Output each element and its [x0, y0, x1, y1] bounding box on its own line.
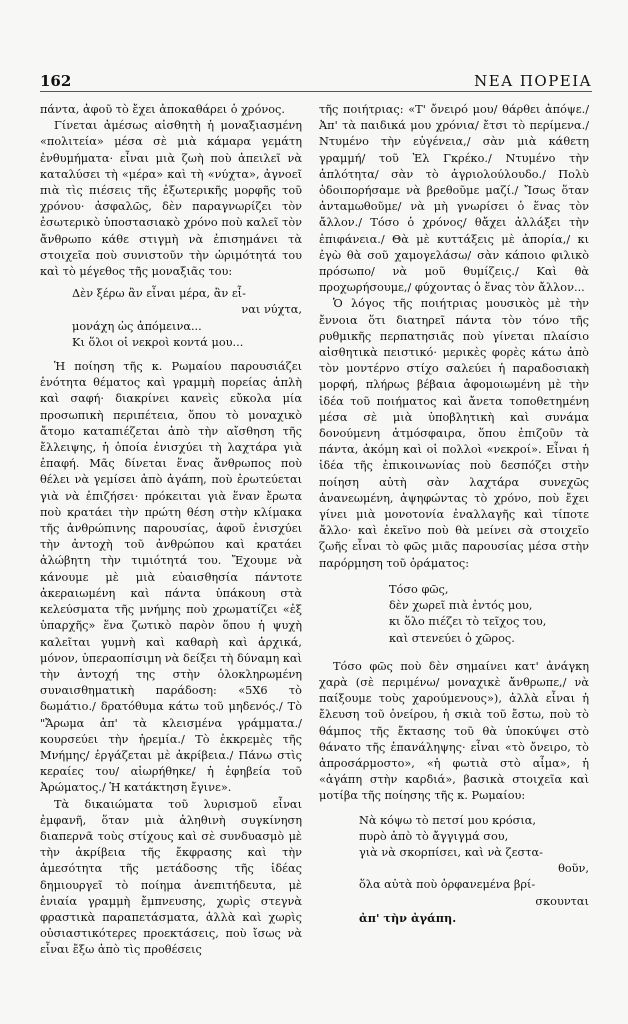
poem-quote	[72, 286, 302, 351]
paragraph: τῆς ποιήτριας: «Τ' ὄνειρό μου/ θάρθει ἀπόψε./ Ἀπ' τὰ παιδικά μου χρόνια/ ἔτσι τὸ περίμενα./ Ντυμένο τὴν εὐγένεια,/ σὰν μιὰ κάθετη γραμμή/ τοῦ Ἐλ Γκρέκο./ Ντυμένο τὴν ἁπλότητα/ σὰν τὸ ἀγριολούλουδο./ Πολὺ ὁδοιπορήσαμε νὰ βρεθοῦμε μαζί./ Ἴσως ὅταν ἀνταμωθοῦμε/ νὰ μὴ γνωρίσει ὁ ἕνας τὸν ἄλλον./ Τόσο ὁ χρόνος/ θἄχει ἀλλάξει τὴν ἐπιφάνεια./ Θὰ μὲ κυττάξεις μὲ ἀπορία,/ κι ἐγὼ θὰ σοῦ χαμογελάσω/ σὰν κάποιο φιλικὸ πρόσωπο/ νὰ μοῦ θυμίζεις./ Καὶ θὰ προχωρήσουμε,/ φύχοντας ὁ ἕνας τὸν ἄλλον...	[319, 103, 589, 295]
header-rule	[40, 91, 592, 92]
poem-quote	[389, 582, 589, 647]
poem-line: Δὲν ξέρω ἂν εἶναι μέρα, ἂν εἶ-	[72, 287, 246, 301]
poem-line: σκουνται	[535, 894, 589, 908]
paragraph: Τόσο φῶς ποὺ δὲν σημαίνει κατ' ἀνάγκη χαρὰ (σὲ περιμένω/ μοναχικὲ ἄνθρωπε,/ νὰ παίξουμε τοὺς χαρούμενους»), ἀλλὰ εἶναι ἡ ἔλευση τοῦ ὀνείρου, ἡ σκιὰ τοῦ ἔστω, ποὺ τὸ θάμπος τῆς ἔκτασης τοῦ θὰ ὑποκύψει στὸ θάνατο τῆς ἐπανάληψης· εἶναι «τὸ ὄνειρο, τὸ ἀπροσάρμοστο», «ἡ φωτιὰ στὸ αἷμα», ἡ «ἀγάπη στὴν καρδιά», βασικὰ στοιχεῖα καὶ μοτίβα τῆς ποίησης τῆς κ. Ρωμαίου:	[319, 659, 589, 803]
poem-line: θοῦν,	[558, 862, 589, 876]
page-number: 162	[40, 72, 72, 90]
poem-line: γιὰ νὰ σκορπίσει, καὶ νὰ ζεστα-	[359, 845, 543, 859]
poem-line: Νὰ κόψω τὸ πετσί μου κρόσια,	[359, 813, 536, 827]
poem-line: ὅλα αὐτὰ ποὺ ὀρφανεμένα βρί-	[359, 878, 536, 892]
poem-line: Κι ὅλοι οἱ νεκροὶ κοντά μου...	[72, 335, 244, 349]
poem-line: ἀπ' τὴν ἀγάπη.	[359, 910, 457, 925]
journal-title: ΝΕΑ ΠΟΡΕΙΑ	[474, 72, 592, 90]
paragraph: Τὰ δικαιώματα τοῦ λυρισμοῦ εἶναι ἐμφανῆ, ὅταν μιὰ ἀληθινὴ συγκίνηση διαπερνᾶ τοὺς στίχους καὶ σὲ συνδυασμὸ μὲ τὴν ἀκρίβεια τῆς ἔκφρασης καὶ τὴν ἀμεσότητα τῆς μετάδοσης τῆς ἰδέας δημιουργεῖ τὸ ποίημα ἀνεπιτήδευτα, μὲ ἑνιαία γραμμὴ ἔμπνευσης, χωρὶς στεγνὰ φραστικὰ παραπετάσματα, ἀλλὰ καὶ χωρὶς οὐσιαστικότερες προεκτάσεις, ποὺ ἴσως νὰ εἶναι ἔξω ἀπὸ τὶς προθέσεις	[40, 797, 302, 957]
poem-line: καὶ στενεύει ὁ χῶρος.	[389, 631, 515, 645]
poem-line: πυρὸ ἀπὸ τὸ ἄγγιγμά σου,	[359, 829, 509, 843]
poem-line: Τόσο φῶς,	[389, 582, 449, 596]
poem-line: κι ὅλο πιέζει τὸ τεῖχος του,	[389, 615, 547, 629]
page-header	[40, 72, 592, 94]
poem-line: μονάχη ὡς ἀπόμεινα...	[72, 319, 202, 333]
poem-quote	[359, 813, 589, 926]
paragraph: Ἡ ποίηση τῆς κ. Ρωμαίου παρουσιάζει ἑνότητα θέματος καὶ γραμμὴ πορείας ἁπλὴ καὶ σαφή· διακρίνει κανεὶς εὔκολα μία προσωπικὴ περιπέτεια, ὅπου τὸ μοναχικὸ ἄτομο καταπιέζεται ἀπὸ τὴν αἴσθηση τῆς ἔλλειψης, ἡ ὁποία ἐνισχύει τὴ λαχτάρα γιὰ ἐπαφή. Μᾶς δίνεται ἕνας ἄνθρωπος ποὺ θέλει νὰ γεμίσει ἀπὸ ἀγάπη, ποὺ ἐρωτεύεται γιὰ νὰ ἐπιζήσει· πρόκειται γιὰ ἕναν ἔρωτα ποὺ κρατάει τὴν πρώτη θέση στὴν κλίμακα τῆς ἀνθρώπινης παρουσίας, ἀφοῦ ἐνισχύει τὴν ἀντοχὴ τοῦ ἀνθρώπου καὶ κρατάει ἀλώβητη τὴν τιμιότητά του. Ἔχουμε νὰ κάνουμε μὲ μιὰ εὐαισθησία πάντοτε ἀκεραιωμένη καὶ πάντα ὑπάκουη στὰ κελεύσματα τῆς μνήμης ποὺ χρωματίζει «ἐξ ὑπαρχῆς» ἕνα ζωτικὸ παρὸν ὅπου ἡ ψυχὴ καλεῖται γυμνὴ καὶ καθαρὴ καὶ ἀρχικά, μόνον, ὑπεραοπίσιμη νὰ δείξει τὴ δύναμη καὶ τὴν ἀντοχή της στὴν ὁλοκληρωμένη συναισθηματικὴ παράδοση: «5Χ6 τὸ δωμάτιο./ δρατόθυμα κάτω τοῦ μηδενός./ Τὸ "Ἄρωμα ἀπ' τὰ κλεισμένα γράμματα./ κουρσεύει τὴν ἠρεμία./ Τὸ ἐκκρεμὲς τῆς Μνήμης/ ἐργάζεται μὲ ἀκρίβεια./ Πάνω στὶς κεραίες του/ αἰωρήθηκε/ ἡ ἐφηβεία τοῦ Ἀρώματος./ Ἡ κατάκτηση ἔγινε».	[40, 360, 302, 795]
paragraph: πάντα, ἀφοῦ τὸ ἔχει ἀποκαθάρει ὁ χρόνος.	[40, 103, 285, 116]
poem-line: ναι νύχτα,	[241, 303, 302, 317]
right-column	[319, 102, 589, 926]
paragraph: Ὁ λόγος τῆς ποιήτριας μουσικὸς μὲ τὴν ἔννοια ὅτι διατηρεῖ πάντα τὸν τόνο τῆς ρυθμικῆς περπατησιᾶς ποὺ γίνεται πλαίσιο αἰσθητικὰ πειστικό· μερικὲς φορὲς κάτω ἀπὸ τὸν μοντέρνο στίχο σαλεύει ἡ παραδοσιακὴ μορφή, πλήρως βέβαια ἀφομοιωμένη μὲ τὴν ἰδέα τοῦ ποιήματος καὶ ἄνετα τοποθετημένη μέσα σὲ μιὰ ὑποβλητικὴ καὶ συνάμα δονούμενη ἀτμόσφαιρα, ὅπου ἐπιζοῦν τὰ πάντα, ἀκόμη καὶ οἱ πολλοὶ «νεκροί». Εἶναι ἡ ἰδέα τῆς ἐπικοινωνίας ποὺ δεσπόζει στὴν ποίηση αὐτὴ σὰν λαχτάρα συνεχῶς ἀνανεωμένη, ἀψηφώντας τὸ χρόνο, ποὺ ἔχει γίνει μιὰ μονοτονία ἐναλλαγῆς καὶ τίποτε ἄλλο· καὶ ἐκεῖνο ποὺ θὰ μείνει σὰ στοιχεῖο ζωῆς εἶναι τὸ φῶς μιᾶς παρουσίας μέσα στὴν παρόρμηση τοῦ ὁράματος:	[319, 297, 589, 570]
paragraph: Γίνεται ἀμέσως αἰσθητὴ ἡ μοναξιασμένη «πολιτεία» μέσα σὲ μιὰ κάμαρα γεμάτη ἐνθυμήματα· εἶναι μιὰ ζωὴ ποὺ ἀπειλεῖ νὰ καταλύσει τὴ «μέρα» καὶ τὴ «νύχτα», ἀγνοεῖ πιὰ τὶς πιέσεις τῆς ἐξωτερικῆς μορφῆς τοῦ χρόνου· ἀσφαλῶς, δὲν παραγνωρίζει τὸν ἐσωτερικὸ ὑποστασιακὸ χρόνο ποὺ καλεῖ τὸν ἄνθρωπο κάθε στιγμὴ νὰ ἐπισημάνει τὰ στοιχεῖα ποὺ συνιστοῦν τὴν ὡριμότητά του καὶ τὸ μέγεθος τῆς μοναξιᾶς του:	[40, 119, 302, 279]
poem-line: δὲν χωρεῖ πιὰ ἐντός μου,	[389, 599, 533, 613]
left-column	[40, 102, 302, 959]
